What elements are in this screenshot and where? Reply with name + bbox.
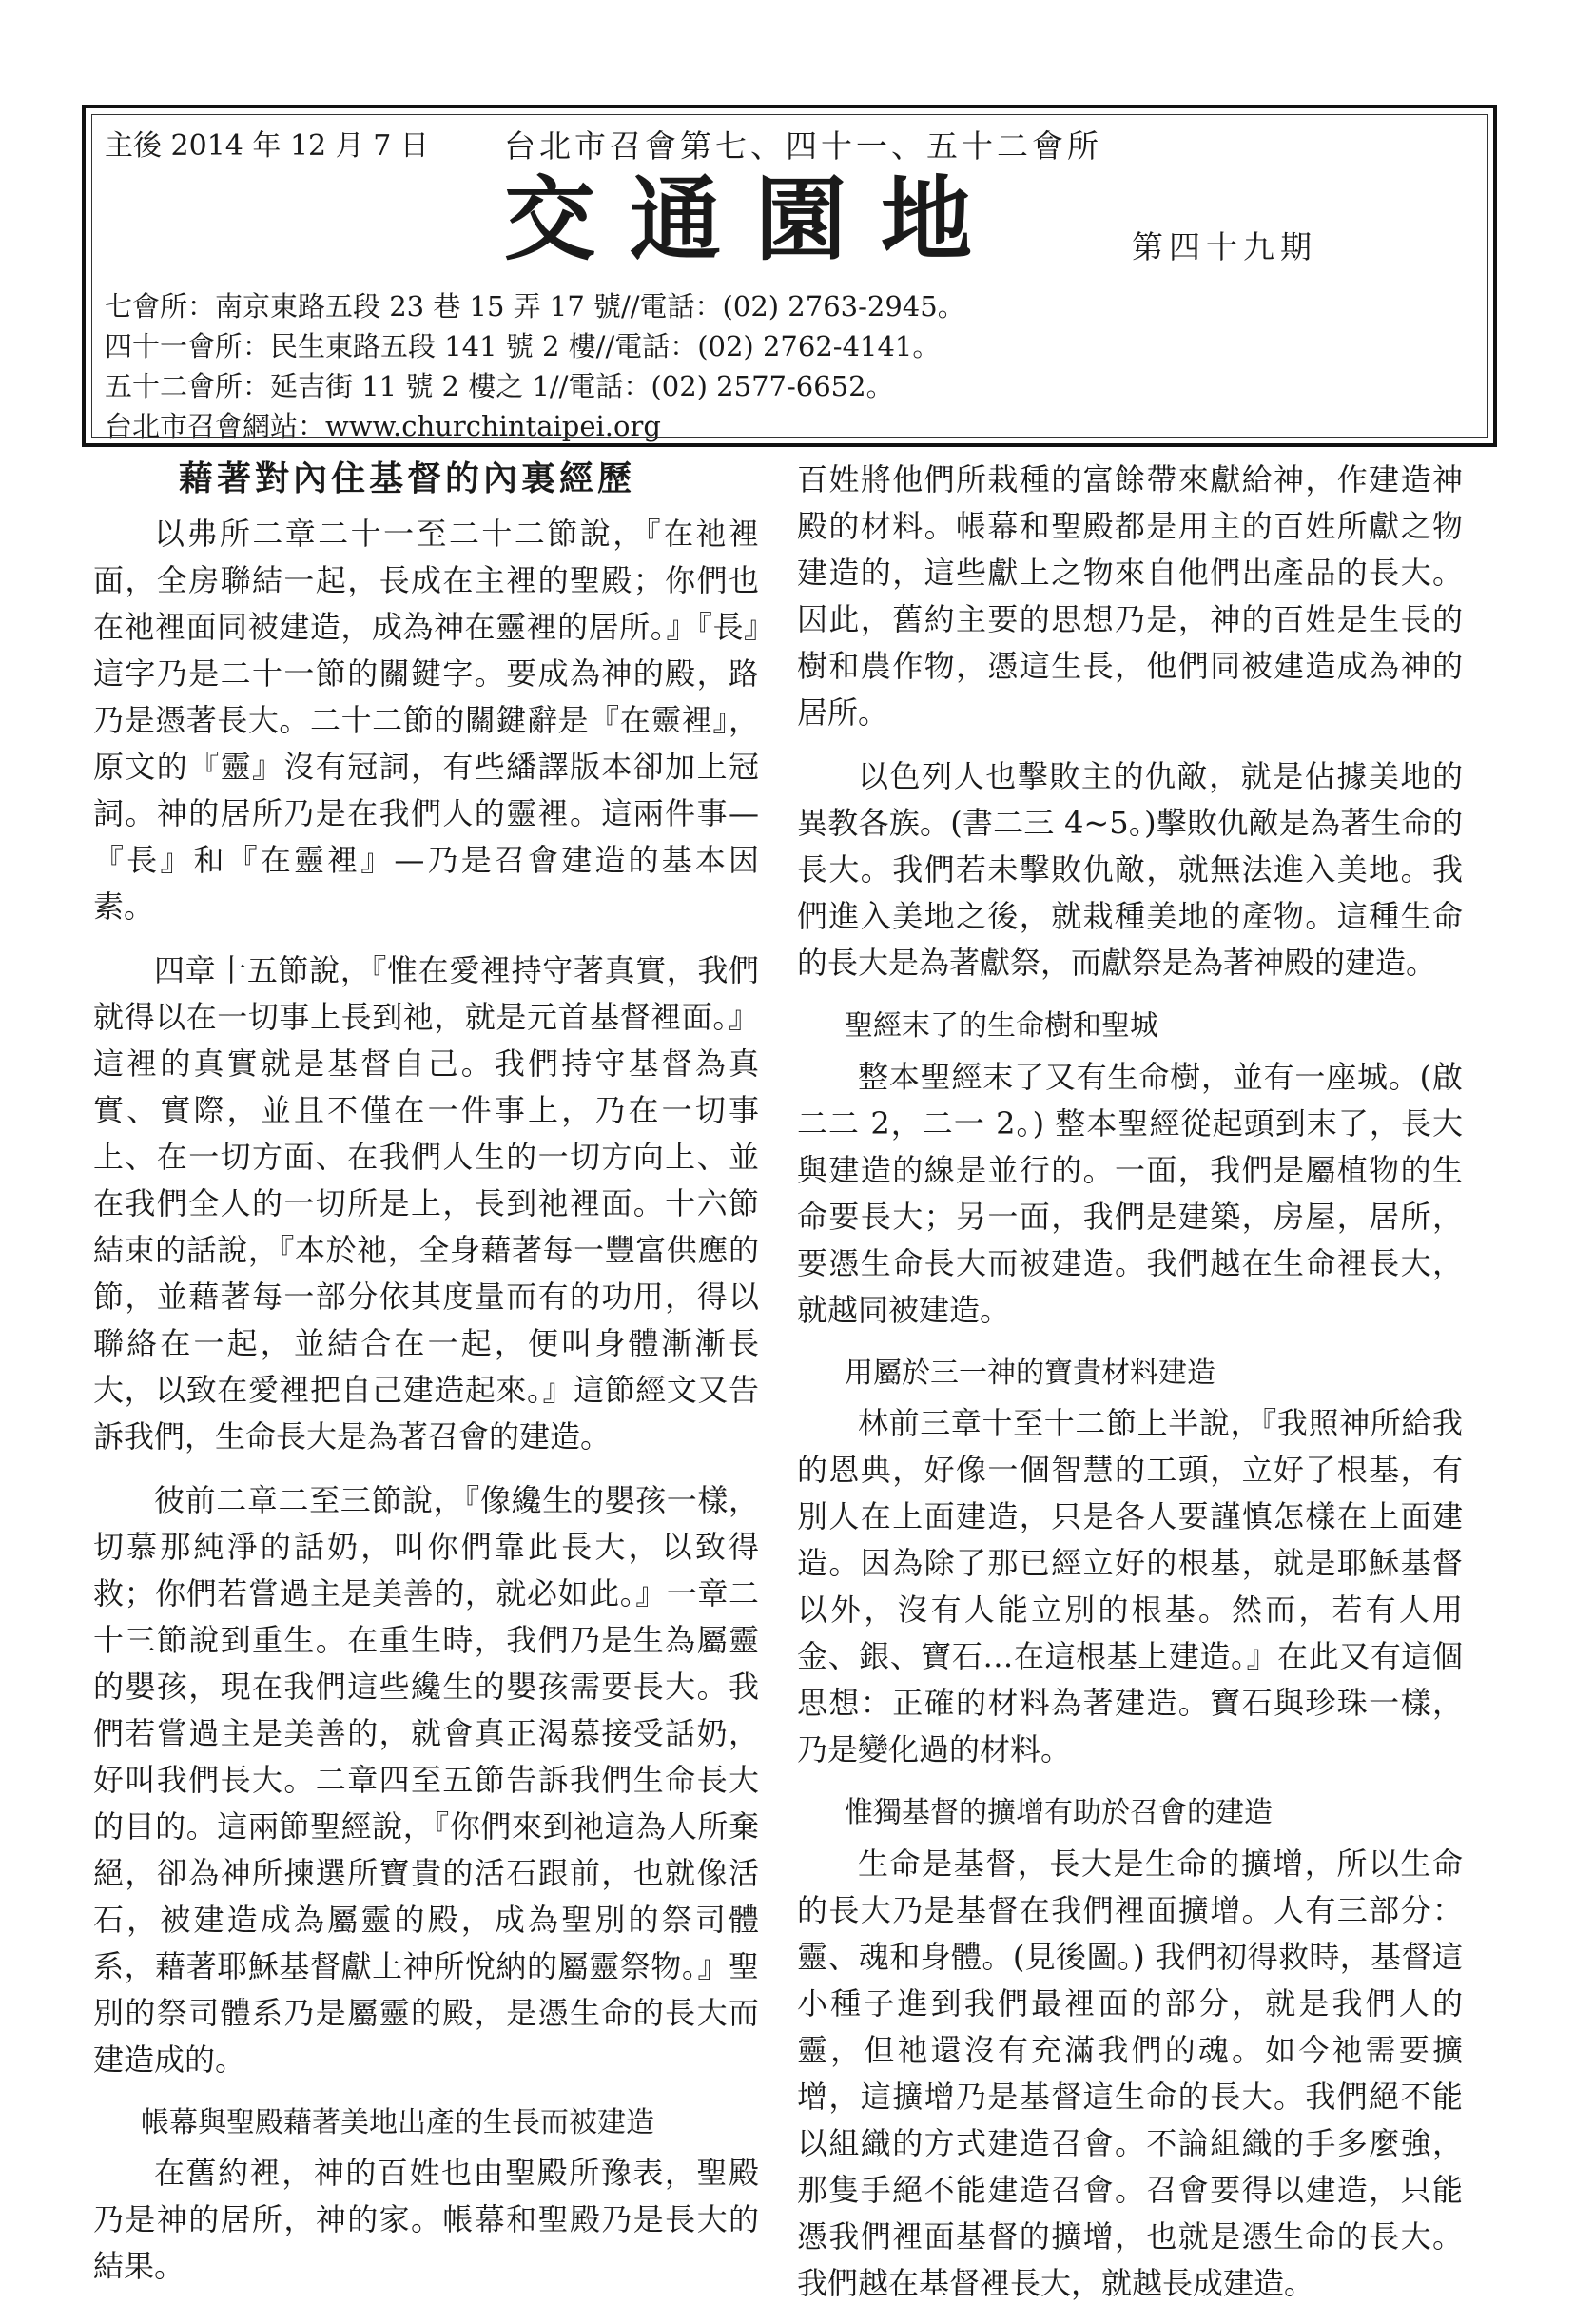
website-line: 台北市召會網站：www.churchintaipei.org: [105, 410, 661, 442]
right-column: [797, 457, 1463, 2324]
paragraph: 生命是基督，長大是生命的擴增，所以生命的長大乃是基督在我們裡面擴增。人有三部分：靈、魂和身體。(見後圖。) 我們初得救時，基督這小種子進到我們最裡面的部分，就是我們人的靈，但祂還沒有充滿我們的魂。如今祂需要擴增，這擴增乃是基督這生命的長大。我們絕不能以組織的方式建造召會。不論組織的手多麼強，那隻手絕不能建造召會。召會要得以建造，只能憑我們裡面基督的擴增，也就是憑生命的長大。我們越在基督裡長大，就越長成建造。: [797, 1845, 1463, 2301]
subheading: 聖經末了的生命樹和聖城: [845, 1009, 1158, 1043]
paragraph: 彼前二章二至三節說，『像纔生的嬰孩一樣，切慕那純淨的話奶，叫你們靠此長大，以致得救；你們若嘗過主是美善的，就必如此。』一章二十三節說到重生。在重生時，我們乃是生為屬靈的嬰孩，現在我們這些纔生的嬰孩需要長大。我們若嘗過主是美善的，就會真正渴慕接受話奶，好叫我們長大。二章四至五節告訴我們生命長大的目的。這兩節聖經說，『你們來到祂這為人所棄絕，卻為神所揀選所寶貴的活石跟前，也就像活石，被建造成為屬靈的殿，成為聖別的祭司體系，藉著耶穌基督獻上神所悅納的屬靈祭物。』聖別的祭司體系乃是屬靈的殿，是憑生命的長大而建造成的。: [93, 1481, 759, 2078]
article-title: 藉著對內住基督的內裏經歷: [178, 459, 635, 498]
paragraph: 林前三章十至十二節上半說，『我照神所給我的恩典，好像一個智慧的工頭，立好了根基，有別人在上面建造，只是各人要謹慎怎樣在上面建造。因為除了那已經立好的根基，就是耶穌基督以外，沒有人能立別的根基。然而，若有人用金、銀、寶石…在這根基上建造。』在此又有這個思想：正確的材料為著建造。寶石與珍珠一樣，乃是變化過的材料。: [797, 1405, 1463, 1767]
paragraph: 以弗所二章二十一至二十二節說，『在祂裡面，全房聯結一起，長成在主裡的聖殿；你們也在祂裡面同被建造，成為神在靈裡的居所。』『長』這字乃是二十一節的關鍵字。要成為神的殿，路乃是憑著長大。二十二節的關鍵辭是『在靈裡』，原文的『靈』沒有冠詞，有些繙譯版本卻加上冠詞。神的居所乃是在我們人的靈裡。這兩件事—『長』和『在靈裡』—乃是召會建造的基本因素。: [93, 515, 759, 925]
paragraph: 以色列人也擊敗主的仇敵，就是佔據美地的異教各族。(書二三 4~5。)擊敗仇敵是為著生命的長大。我們若未擊敗仇敵，就無法進入美地。我們進入美地之後，就栽種美地的產物。這種生命的長大是為著獻祭，而獻祭是為著神殿的建造。: [797, 758, 1463, 981]
issue-date: 主後 2014 年 12 月 7 日: [105, 129, 429, 163]
subheading: 用屬於三一神的寶貴材料建造: [845, 1356, 1215, 1390]
newsletter-title: 交通園地: [504, 166, 1006, 273]
subheading: 惟獨基督的擴增有助於召會的建造: [845, 1796, 1273, 1829]
masthead: [82, 105, 1497, 447]
church-name: 台北市召會第七、四十一、五十二會所: [504, 127, 1102, 165]
address-line-hall-41: 四十一會所：民生東路五段 141 號 2 樓//電話：(02) 2762-4141。: [105, 330, 941, 362]
paragraph: 百姓將他們所栽種的富餘帶來獻給神，作建造神殿的材料。帳幕和聖殿都是用主的百姓所獻之物建造的，這些獻上之物來自他們出產品的長大。因此，舊約主要的思想乃是，神的百姓是生長的樹和農作物，憑這生長，他們同被建造成為神的居所。: [797, 461, 1463, 731]
issue-number: 第四十九期: [1132, 228, 1317, 265]
address-line-hall-7: 七會所：南京東路五段 23 巷 15 弄 17 號//電話：(02) 2763-2945。: [105, 290, 965, 322]
subheading: 帳幕與聖殿藉著美地出產的生長而被建造: [141, 2105, 654, 2139]
paragraph: 整本聖經末了又有生命樹，並有一座城。(啟二二 2，二一 2。) 整本聖經從起頭到末了，長大與建造的線是並行的。一面，我們是屬植物的生命要長大；另一面，我們是建築，房屋，居所，要憑生命長大而被建造。我們越在生命裡長大，就越同被建造。: [797, 1058, 1463, 1328]
left-column: [93, 457, 759, 2307]
paragraph: 在舊約裡，神的百姓也由聖殿所豫表，聖殿乃是神的居所，神的家。帳幕和聖殿乃是長大的結果。: [93, 2155, 759, 2285]
address-line-hall-52: 五十二會所：延吉街 11 號 2 樓之 1//電話：(02) 2577-6652。: [105, 370, 894, 402]
paragraph: 四章十五節說，『惟在愛裡持守著真實，我們就得以在一切事上長到祂，就是元首基督裡面。』這裡的真實就是基督自己。我們持守基督為真實、實際，並且不僅在一件事上，乃在一切事上、在一切方面、在我們人生的一切方向上、並在我們全人的一切所是上，長到祂裡面。十六節結束的話說，『本於祂，全身藉著每一豐富供應的節，並藉著每一部分依其度量而有的功用，得以聯絡在一起，並結合在一起，便叫身體漸漸長大，以致在愛裡把自己建造起來。』這節經文又告訴我們，生命長大是為著召會的建造。: [93, 951, 759, 1455]
